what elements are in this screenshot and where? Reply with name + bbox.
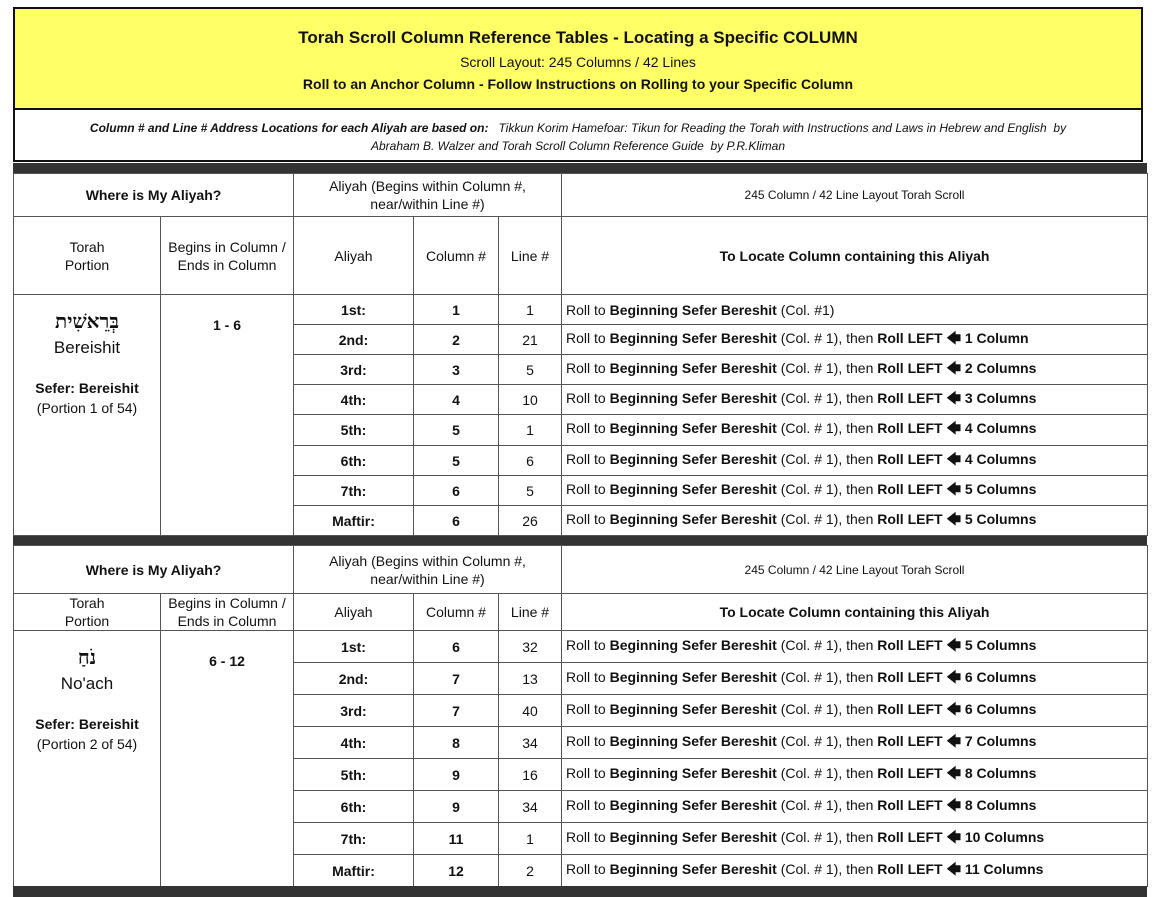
- column-count: 4 Columns: [964, 450, 1037, 467]
- arrow-left-icon: 🡄: [946, 700, 961, 717]
- line-cell: 34: [499, 727, 562, 759]
- column-cell: 2: [414, 325, 499, 355]
- column-header: Column #: [414, 217, 499, 295]
- aliyah-cell: 1st:: [294, 295, 414, 325]
- instruction-cell: Roll to Beginning Sefer Bereshit (Col. # 1), then Roll LEFT 🡄 1 Column: [562, 325, 1148, 355]
- aliyah-cell: Maftir:: [294, 855, 414, 887]
- aliyah-cell: 2nd:: [294, 663, 414, 695]
- line-cell: 16: [499, 759, 562, 791]
- line-cell: 1: [499, 295, 562, 325]
- author-1: Abraham B. Walzer: [370, 139, 475, 153]
- column-range-cell: [161, 631, 294, 887]
- instruction-cell: Roll to Beginning Sefer Bereshit (Col. # 1), then Roll LEFT 🡄 4 Columns: [562, 415, 1148, 446]
- source-1: Tikkun Korim Hamefoar: Tikun for Reading the Torah with Instructions and Laws in Hebrew and English: [498, 121, 1047, 135]
- arrow-left-icon: 🡄: [946, 329, 961, 346]
- aliyah-header: Aliyah: [294, 594, 414, 631]
- column-cell: 1: [414, 295, 499, 325]
- column-count: 5 Columns: [964, 480, 1037, 497]
- aliyah-cell: 6th:: [294, 446, 414, 476]
- line-cell: 13: [499, 663, 562, 695]
- line-header: Line #: [499, 594, 562, 631]
- aliyah-cell: 7th:: [294, 823, 414, 855]
- aliyah-begins-header: Aliyah (Begins within Column #, near/within Line #): [294, 546, 562, 594]
- source-note: [13, 110, 1143, 162]
- torah-portion-header: Torah Portion: [14, 594, 161, 631]
- locate-header: To Locate Column containing this Aliyah: [562, 217, 1148, 295]
- arrow-left-icon: 🡄: [946, 389, 961, 406]
- line-header: Line #: [499, 217, 562, 295]
- aliyah-cell: 6th:: [294, 791, 414, 823]
- instruction-cell: Roll to Beginning Sefer Bereshit (Col. # 1), then Roll LEFT 🡄 11 Columns: [562, 855, 1148, 887]
- aliyah-cell: Maftir:: [294, 506, 414, 536]
- roll-instruction-label: Roll to an Anchor Column - Follow Instructions on Rolling to your Specific Column: [302, 76, 854, 92]
- aliyah-cell: 1st:: [294, 631, 414, 663]
- column-count: 11 Columns: [964, 860, 1044, 877]
- aliyah-cell: 4th:: [294, 727, 414, 759]
- arrow-left-icon: 🡄: [946, 510, 961, 527]
- column-range: 1 - 6: [212, 317, 241, 333]
- instruction-cell: Roll to Beginning Sefer Bereshit (Col. # 1), then Roll LEFT 🡄 3 Columns: [562, 385, 1148, 415]
- section-divider: [13, 886, 1147, 897]
- column-cell: 7: [414, 695, 499, 727]
- instruction-cell: Roll to Beginning Sefer Bereshit (Col. #1): [562, 295, 1148, 325]
- column-cell: 3: [414, 355, 499, 385]
- column-cell: 6: [414, 506, 499, 536]
- column-cell: 8: [414, 727, 499, 759]
- table-row: [14, 631, 1148, 663]
- column-count: 4 Columns: [964, 420, 1037, 436]
- column-cell: 6: [414, 476, 499, 506]
- portion-sefer: Sefer: Bereishit: [35, 380, 139, 396]
- instruction-cell: Roll to Beginning Sefer Bereshit (Col. # 1), then Roll LEFT 🡄 2 Columns: [562, 355, 1148, 385]
- portion-english: Bereishit: [53, 338, 121, 357]
- aliyah-cell: 3rd:: [294, 695, 414, 727]
- column-cell: 5: [414, 446, 499, 476]
- page-title: Torah Scroll Column Reference Tables - Locating a Specific COLUMN: [298, 28, 858, 47]
- locate-header: To Locate Column containing this Aliyah: [562, 594, 1148, 631]
- portion-table-noach: [13, 545, 1148, 887]
- portion-cell: [14, 295, 161, 536]
- layout-header: 245 Column / 42 Line Layout Torah Scroll: [562, 546, 1148, 594]
- scroll-layout-label: Scroll Layout: 245 Columns / 42 Lines: [460, 54, 696, 70]
- column-cell: 9: [414, 791, 499, 823]
- source-by: by: [1053, 121, 1067, 135]
- column-cell: 7: [414, 663, 499, 695]
- arrow-left-icon: 🡄: [946, 796, 961, 813]
- column-range: 6 - 12: [209, 653, 245, 669]
- instruction-cell: Roll to Beginning Sefer Bereshit (Col. # 1), then Roll LEFT 🡄 6 Columns: [562, 695, 1148, 727]
- layout-header: 245 Column / 42 Line Layout Torah Scroll: [562, 174, 1148, 217]
- instruction-cell: Roll to Beginning Sefer Bereshit (Col. # 1), then Roll LEFT 🡄 8 Columns: [562, 759, 1148, 791]
- column-cell: 11: [414, 823, 499, 855]
- instruction-cell: Roll to Beginning Sefer Bereshit (Col. # 1), then Roll LEFT 🡄 7 Columns: [562, 727, 1148, 759]
- line-cell: 34: [499, 791, 562, 823]
- section-divider: [13, 536, 1147, 545]
- portion-number: (Portion 2 of 54): [36, 736, 138, 752]
- begins-ends-header: Begins in Column / Ends in Column: [161, 217, 294, 295]
- line-cell: 1: [499, 415, 562, 446]
- line-cell: 32: [499, 631, 562, 663]
- instruction-cell: Roll to Beginning Sefer Bereshit (Col. # 1), then Roll LEFT 🡄 5 Columns: [562, 631, 1148, 663]
- portion-english: No'ach: [60, 674, 114, 693]
- portion-number: (Portion 1 of 54): [36, 400, 138, 416]
- column-range-cell: [161, 295, 294, 536]
- instruction-cell: Roll to Beginning Sefer Bereshit (Col. # 1), then Roll LEFT 🡄 6 Columns: [562, 663, 1148, 695]
- where-header: Where is My Aliyah?: [14, 174, 294, 217]
- column-cell: 6: [414, 631, 499, 663]
- column-cell: 9: [414, 759, 499, 791]
- arrow-left-icon: 🡄: [946, 828, 961, 845]
- line-cell: 5: [499, 476, 562, 506]
- aliyah-cell: 4th:: [294, 385, 414, 415]
- line-cell: 5: [499, 355, 562, 385]
- instruction-cell: Roll to Beginning Sefer Bereshit (Col. # 1), then Roll LEFT 🡄 4 Columns: [562, 446, 1148, 476]
- arrow-left-icon: 🡄: [946, 480, 961, 497]
- aliyah-cell: 7th:: [294, 476, 414, 506]
- line-cell: 6: [499, 446, 562, 476]
- portion-table-bereishit: [13, 173, 1148, 536]
- begins-ends-header: Begins in Column / Ends in Column: [161, 594, 294, 631]
- arrow-left-icon: 🡄: [946, 636, 961, 653]
- source-2: Torah Scroll Column Reference Guide: [501, 139, 704, 153]
- instruction-cell: Roll to Beginning Sefer Bereshit (Col. # 1), then Roll LEFT 🡄 8 Columns: [562, 791, 1148, 823]
- column-cell: 5: [414, 415, 499, 446]
- aliyah-cell: 3rd:: [294, 355, 414, 385]
- where-header: Where is My Aliyah?: [14, 546, 294, 594]
- column-count: 6 Columns: [964, 700, 1037, 717]
- arrow-left-icon: 🡄: [946, 860, 961, 877]
- instruction-cell: Roll to Beginning Sefer Bereshit (Col. # 1), then Roll LEFT 🡄 5 Columns: [562, 476, 1148, 506]
- portion-cell: [14, 631, 161, 887]
- arrow-left-icon: 🡄: [946, 764, 961, 781]
- table-row: [14, 295, 1148, 325]
- column-count: 6 Columns: [964, 668, 1037, 685]
- arrow-left-icon: 🡄: [946, 668, 961, 685]
- aliyah-cell: 2nd:: [294, 325, 414, 355]
- arrow-left-icon: 🡄: [946, 450, 961, 467]
- arrow-left-icon: 🡄: [946, 359, 961, 376]
- column-count: 3 Columns: [964, 389, 1037, 406]
- arrow-left-icon: 🡄: [946, 732, 961, 749]
- column-count: 7 Columns: [964, 732, 1037, 749]
- source-and: and: [478, 139, 499, 153]
- line-cell: 26: [499, 506, 562, 536]
- column-count: 8 Columns: [964, 796, 1037, 813]
- column-cell: 12: [414, 855, 499, 887]
- instruction-cell: Roll to Beginning Sefer Bereshit (Col. # 1), then Roll LEFT 🡄 10 Columns: [562, 823, 1148, 855]
- column-count: 8 Columns: [964, 764, 1037, 781]
- column-count: 5 Columns: [964, 636, 1037, 653]
- line-cell: 1: [499, 823, 562, 855]
- torah-portion-header: Torah Portion: [14, 217, 161, 295]
- column-count: 5 Columns: [964, 510, 1037, 527]
- arrow-left-icon: 🡄: [946, 420, 961, 436]
- source-2-author: by P.R.Kliman: [710, 139, 786, 153]
- column-count: 2 Columns: [964, 359, 1037, 376]
- aliyah-begins-header: Aliyah (Begins within Column #, near/within Line #): [294, 174, 562, 217]
- line-cell: 2: [499, 855, 562, 887]
- instruction-cell: Roll to Beginning Sefer Bereshit (Col. # 1), then Roll LEFT 🡄 5 Columns: [562, 506, 1148, 536]
- aliyah-header: Aliyah: [294, 217, 414, 295]
- section-divider: [13, 163, 1147, 173]
- column-cell: 4: [414, 385, 499, 415]
- aliyah-cell: 5th:: [294, 759, 414, 791]
- portion-hebrew: נֹחַ: [77, 645, 97, 669]
- column-count: 1 Column: [964, 329, 1029, 346]
- portion-sefer: Sefer: Bereishit: [35, 716, 139, 732]
- column-count: 10 Columns: [964, 828, 1045, 845]
- portion-hebrew: בְּרֵאשִׁית: [55, 309, 119, 333]
- source-note-lead: Column # and Line # Address Locations for each Aliyah are based on:: [89, 121, 489, 135]
- line-cell: 21: [499, 325, 562, 355]
- title-banner: [13, 7, 1143, 110]
- column-header: Column #: [414, 594, 499, 631]
- line-cell: 10: [499, 385, 562, 415]
- aliyah-cell: 5th:: [294, 415, 414, 446]
- line-cell: 40: [499, 695, 562, 727]
